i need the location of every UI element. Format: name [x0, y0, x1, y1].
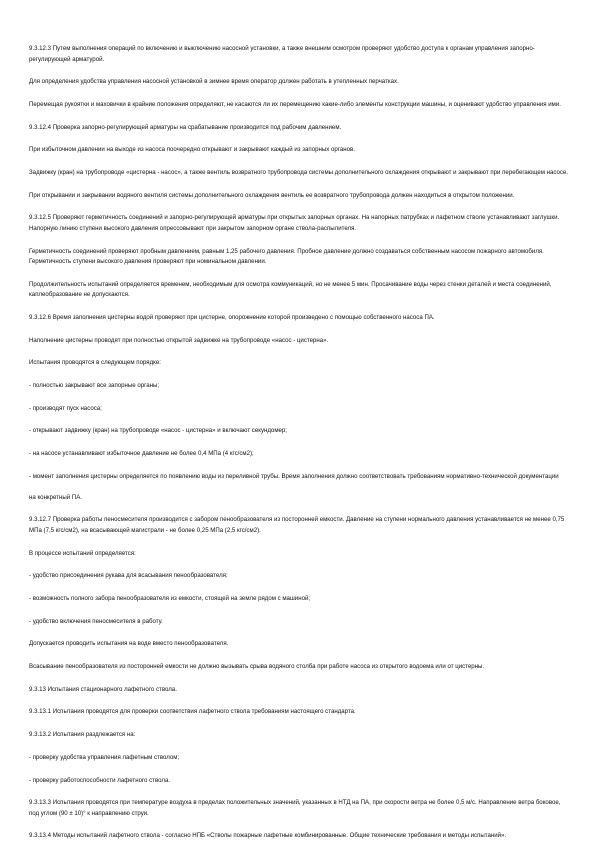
- list-item-hose-connection: - удобство присоединения рукава для всасывания пенообразователя;: [29, 572, 228, 580]
- list-item-start-pump: - производят пуск насоса;: [29, 404, 102, 412]
- paragraph-9-3-12-6: 9.3.12.6 Время заполнения цистерны водой проверяют при цистерне, опорожнение которой произведено с помощью собственного насоса ПА.: [29, 313, 435, 321]
- list-item-control-check: - проверку удобства управления лафетным стволом;: [29, 753, 180, 761]
- paragraph-tests-determine: В процессе испытаний определяется:: [29, 549, 136, 557]
- paragraph-9-3-13-4: 9.3.13.4 Методы испытаний лафетного ствола - согласно НПБ «Стволы пожарные лафетные комбинированные. Общие технические требования и методы испытаний».: [29, 832, 507, 840]
- paragraph-9-3-13-2: 9.3.13.2 Испытания раздлежается на:: [29, 731, 136, 739]
- paragraph-specific-vehicle: на конкретный ПА.: [29, 493, 82, 501]
- paragraph-test-duration: Продолжительность испытаний определяется временем, необходимым для осмотра коммуникаций, но не менее 5 мин. Просачивание воды через стенки деталей и места соединений, каплеобразование не допускаются.: [29, 280, 552, 299]
- paragraph-cooling-valve: При открывании и закрывании водяного вентиля системы дополнительного охлаждения вентиль ее возвратного трубопровода должен находиться в открытом положении.: [29, 191, 515, 199]
- paragraph-tightness: Герметичность соединений проверяют пробным давлением, равным 1,25 рабочего давления. Пробное давление должно создаваться собственным насосом пожарного автомобиля. Герметичность ступени высокого давления проверяют при номинальном давлении.: [29, 247, 544, 265]
- list-item-operability-check: - проверку работоспособности лафетного ствола.: [29, 776, 171, 784]
- paragraph-handles: Перемещая рукоятки и маховички в крайние положения определяют, не касаются ли их перемещению какие-либо элементы конструкции машины, и оценивают удобство управления ими.: [29, 100, 561, 108]
- list-item-set-pressure: - на насосе устанавливают избыточное давление не более 0,4 МПа (4 кгс/см2);: [29, 450, 254, 457]
- paragraph-suction: Всасывание пенообразователя из посторонней емкости не должно вызывать срыва водяного столба при работе насоса из открытого водоема или от цистерны.: [29, 663, 485, 671]
- paragraph-9-3-13-1: 9.3.13.1 Испытания проводятся для проверки соответствия лафетного ствола требованиям настоящего стандарта.: [29, 708, 356, 716]
- paragraph-9-3-12-5: 9.3.12.5 Проверяют герметичность соединений и запорно-регулирующей арматуры при открытых запорных органах. На напорных патрубках и лафетном стволе устанавливают заглушки. Напорную линию ступени высокого давления опрессовывают при закрытом запорном органе ствола-распылителя.: [29, 214, 560, 232]
- list-item-close-valves: - полностью закрывают все запорные органы;: [29, 381, 160, 389]
- paragraph-9-3-12-3: 9.3.12.3 Путем выполнения операций по включению и выключению насосной установки, а также внешним осмотром проверяют удобство доступа к органам управления запорно-регулирующей арматурой.: [29, 45, 535, 63]
- document-body: [29, 44, 569, 854]
- list-item-full-intake: - возможность полного забора пенообразователя из емкости, стоящей на земле рядом с машиной;: [29, 595, 311, 603]
- paragraph-valve-tank-pump: Задвижку (кран) на трубопроводе «цистерна - насос», а также вентиль возвратного трубопровода системы дополнительного охлаждения открывают и закрывают при перебегающем насосе.: [29, 168, 568, 176]
- list-item-fill-moment: - момент заполнения цистерны определяется по появлению воды из переливной трубы. Время заполнения должно соответствовать требованиям нормативно-технической документации: [29, 472, 559, 480]
- paragraph-test-order: Испытания проводятся в следующем порядке:: [29, 359, 161, 367]
- paragraph-winter-gloves: Для определения удобства управления насосной установкой в зимнее время оператор должен работать в утепленных перчатках.: [29, 78, 399, 86]
- paragraph-excess-pressure: При избыточном давлении на выходе из насоса поочередно открывают и закрывают каждый из запорных органов.: [29, 146, 355, 154]
- paragraph-water-instead: Допускается проводить испытания на воде вместо пенообразователя.: [29, 640, 229, 648]
- list-item-open-valve: - открывают задвижку (кран) на трубопроводе «насос - цистерна» и включают секундомер;: [29, 427, 287, 435]
- paragraph-9-3-13-3: 9.3.13.3 Испытания проводятся при температуре воздуха в пределах положительных значений, указанных в НТД на ПА, при скорости ветра не более 0,5 м/с. Направление ветра боковое, под углом (90 ± 10)° к направлению струи.: [29, 799, 561, 817]
- section-heading-9-3-13: 9.3.13 Испытания стационарного лафетного ствола.: [29, 685, 177, 693]
- paragraph-tank-filling: Наполнение цистерны проводят при полностью открытой задвижке на трубопроводе «насос - цистерна».: [29, 336, 329, 344]
- list-item-foam-mixer: - удобство включения пеносмесителя в работу.: [29, 617, 163, 625]
- paragraph-9-3-12-4: 9.3.12.4 Проверка запорно-регулирующей арматуры на срабатывание производится под рабочим давлением.: [29, 123, 342, 131]
- paragraph-9-3-12-7: 9.3.12.7 Проверка работы пеносмесителя производится с забором пенообразователя из посторонней емкости. Давление на ступени нормального давления устанавливается не менее 0,75 МПа (7,5 кгс/см2), на всасывающей магистрали - не более 0,25 МПа (2,5 кгс/см2).: [29, 516, 565, 534]
